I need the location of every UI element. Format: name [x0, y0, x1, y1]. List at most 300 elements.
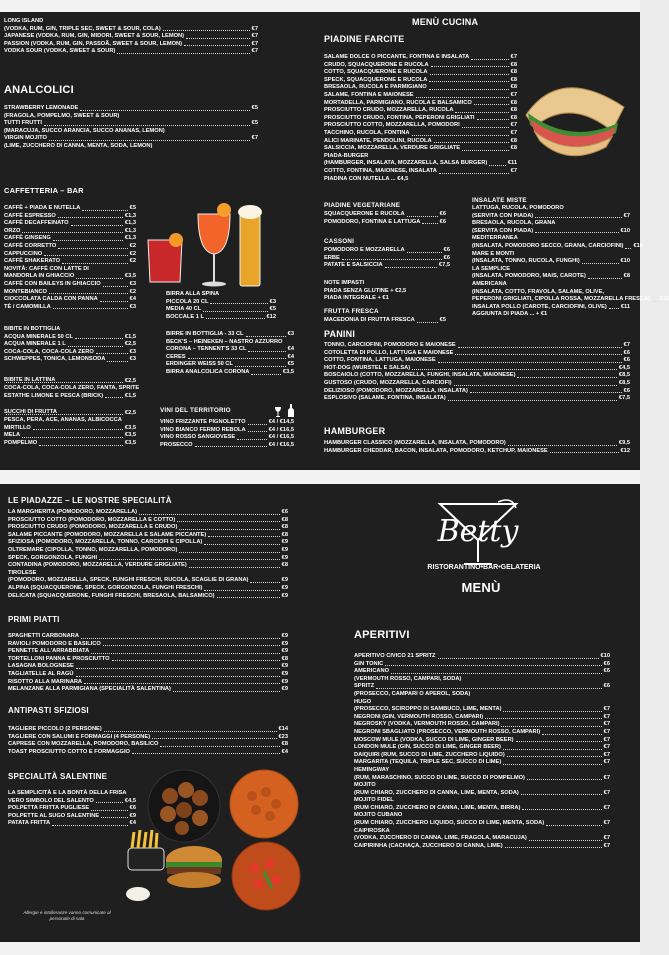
primi-title: PRIMI PIATTI	[8, 615, 60, 624]
menu-item-price: €23	[278, 733, 288, 740]
menu-item	[324, 288, 444, 296]
dotted-leader	[105, 397, 123, 398]
dotted-leader	[186, 38, 250, 39]
menu-item-name: TIROLESE	[8, 569, 37, 576]
menu-item-name: (RUM CHIARO, ZUCCHERO DI CANNA, LIME, MENTA, BIRRA)	[354, 804, 521, 811]
menu-item-price: €8	[510, 137, 517, 144]
menu-item	[4, 417, 136, 425]
menu-item	[8, 663, 288, 671]
menu-item	[324, 100, 517, 108]
dotted-leader	[33, 429, 123, 430]
menu-item-name: BRESAOLA, RUCOLA, GRANA	[472, 220, 556, 227]
menu-item	[166, 354, 294, 362]
menu-item-name: LA SEMPLICE	[472, 265, 511, 272]
menu-label: MENÙ	[461, 580, 501, 595]
menu-panel-top	[0, 12, 669, 470]
menu-item	[4, 41, 258, 49]
menu-item-name: PROSECCO	[160, 441, 193, 448]
insalate-title: INSALATE MISTE	[472, 197, 527, 204]
menu-item-price: €1,5	[124, 392, 136, 399]
menu-item-name: PATATE E SALSICCIA	[324, 262, 383, 269]
menu-item-name: JAPANESE (VODKA, RUM, GIN, MIDORI, SWEET & SOUR, LEMON)	[4, 33, 185, 40]
menu-item-price: €9	[281, 546, 288, 553]
dotted-leader	[173, 691, 280, 692]
dotted-leader	[438, 658, 599, 659]
dotted-leader	[407, 216, 438, 217]
dotted-leader	[99, 559, 280, 560]
menu-item-name: (RUM, MARASCHINO, SUCCO DI LIME, SUCCO DI POMPELMO)	[354, 774, 525, 781]
dotted-leader	[132, 753, 280, 754]
menu-item	[8, 734, 288, 742]
menu-item-price: €6	[603, 668, 610, 675]
menu-item-price: €1,3	[124, 212, 136, 219]
menu-item-name: (MARACUJA, SUCCO ARANCIA, SUCCO ANANAS, LEMON)	[4, 127, 165, 134]
vini-list	[160, 419, 294, 449]
dotted-leader	[49, 140, 250, 141]
menu-item	[324, 350, 630, 358]
menu-item-price: €7	[251, 25, 258, 32]
menu-item-name: MOSCOW MULE (VODKA, SUCCO DI LIME, GINGER BEER)	[354, 736, 514, 743]
menu-item	[354, 721, 610, 729]
menu-item-name: DELIZIOSO (POMODORO, MOZZARELLA, INSALATA)	[324, 387, 468, 394]
menu-item	[160, 442, 294, 450]
menu-item-price: €9	[129, 812, 136, 819]
dotted-leader	[96, 353, 128, 354]
menu-item-name: SPAGHETTI CARBONARA	[8, 633, 79, 639]
menu-item	[324, 92, 517, 100]
menu-item-name: POLPETTA FRITTA PUGLIESE	[8, 805, 90, 812]
menu-item	[160, 419, 294, 427]
menu-item-name: TORTELLONI PANNA E PROSCIUTTO	[8, 655, 110, 662]
menu-item-name: PASSION (VODKA, RUM, GIN, PASSOÃ, SWEET & SOUR, LEMON)	[4, 40, 183, 47]
menu-item	[4, 128, 258, 136]
dotted-leader	[342, 259, 442, 260]
dotted-leader	[471, 59, 508, 60]
menu-item-name: AMERICANA	[472, 280, 507, 287]
menu-item-name: MARGARITA (TEQUILA, TRIPLE SEC, SUCCO DI LIME)	[354, 759, 502, 766]
menu-item-price: €6	[439, 218, 446, 225]
menu-item	[4, 393, 136, 401]
menu-item-price: €7	[251, 33, 258, 40]
menu-item-price: €6	[281, 509, 288, 515]
dotted-leader	[489, 165, 506, 166]
salentine-list	[8, 790, 136, 828]
menu-item-price: €8	[281, 524, 288, 531]
menu-item	[354, 737, 610, 745]
menu-item	[324, 395, 630, 403]
dotted-leader	[68, 346, 123, 347]
menu-item	[324, 317, 446, 325]
menu-item	[324, 84, 517, 92]
menu-item-name: CERES	[166, 353, 186, 360]
menu-item-price: €6	[439, 211, 446, 217]
menu-item	[4, 356, 136, 364]
dotted-leader	[582, 263, 619, 264]
menu-item-name: MEDIA 40 CL	[166, 306, 202, 313]
menu-item-price: €7	[510, 122, 517, 129]
dotted-leader	[112, 660, 280, 661]
menu-item-name: LATTUGA, RUCOLA, POMODORO	[472, 205, 564, 211]
menu-item-name: PIADA SENZA GLUTINE + €2,5	[324, 287, 407, 294]
menu-item-name: NEGROSKY (VODKA, VERMOUTH ROSSO, CAMPARI)	[354, 721, 500, 728]
menu-item-name: AGGIUNTA DI PIADA ... + €1	[472, 311, 548, 318]
dotted-leader	[508, 445, 617, 446]
menu-item	[4, 113, 258, 121]
menu-item	[4, 143, 258, 151]
menu-item	[4, 289, 136, 297]
negroni-glass-icon	[148, 233, 183, 282]
menu-item-price: €7	[603, 751, 610, 758]
menu-item	[166, 314, 276, 322]
menu-item-name: COCA-COLA, COCA-COLA ZERO	[4, 348, 94, 355]
menu-panel-bottom	[0, 484, 640, 942]
menu-item	[8, 547, 288, 555]
menu-item-price: €1,3	[124, 220, 136, 227]
menu-item-price: €7	[603, 774, 610, 781]
dotted-leader	[546, 825, 602, 826]
menu-item-name: TAGLIERE CON SALUMI E FORMAGGI (4 PERSONE)	[8, 733, 151, 740]
menu-item-price: €8	[623, 273, 630, 280]
bibite-bottiglia-list	[4, 334, 136, 364]
cassoni-title: CASSONI	[324, 238, 355, 245]
menu-item	[4, 425, 136, 433]
menu-item-price: €3,5	[124, 432, 136, 439]
menu-item	[472, 235, 630, 243]
menu-item-price: €2,5	[124, 377, 136, 384]
menu-item	[324, 138, 517, 146]
dotted-leader	[251, 374, 281, 375]
menu-item-price: €7	[623, 342, 630, 348]
birra-spina-list	[166, 299, 276, 322]
menu-item-price: €5	[287, 361, 294, 368]
menu-item-price: €7	[603, 789, 610, 796]
dotted-leader	[52, 825, 128, 826]
menu-item-price: €7	[510, 129, 517, 136]
menu-item-name: (SERVITA CON PIADA)	[472, 227, 534, 234]
menu-item	[324, 69, 517, 77]
dotted-leader	[39, 445, 123, 446]
dotted-leader	[76, 668, 280, 669]
menu-item-price: €5	[129, 205, 136, 211]
frutta-list	[324, 317, 446, 325]
menu-item-name: TUTTI FRUTTI	[4, 120, 42, 127]
menu-item	[472, 228, 630, 236]
menu-item-name: NOTE IMPASTI	[324, 280, 365, 286]
brand-name: Betty	[437, 514, 519, 549]
dotted-leader	[391, 673, 602, 674]
menu-item-name: MANDORLA IN GHIACCIO	[4, 273, 75, 280]
menu-item-name: PENNETTE ALL'ARRABBIATA	[8, 648, 90, 655]
menu-item	[324, 342, 630, 350]
piadazze-title: LE PIADAZZE – LE NOSTRE SPECIALITÀ	[8, 496, 172, 505]
menu-item-name: APERITIVO CIVICO 21 SPRITZ	[354, 653, 436, 659]
dotted-leader	[235, 366, 286, 367]
dotted-leader	[204, 590, 279, 591]
dotted-leader	[248, 424, 267, 425]
dotted-leader	[385, 267, 437, 268]
bibite-bottiglia-title: BIBITE IN BOTTIGLIA	[4, 326, 61, 332]
dotted-leader	[217, 597, 280, 598]
menu-item-name: STRAWBERRY LEMONADE	[4, 105, 79, 111]
menu-item-name: SPECK, GORGONZOLA, FUNGHI	[8, 554, 98, 561]
menu-item	[354, 676, 610, 684]
piadine-farcite-list	[324, 54, 517, 183]
menu-item-price: €6	[129, 805, 136, 812]
dotted-leader	[434, 142, 509, 143]
menu-item	[8, 577, 288, 585]
menu-item	[354, 843, 610, 851]
dotted-leader	[376, 688, 601, 689]
menu-item-name: CAFFÈ GINSENG	[4, 235, 51, 242]
piadine-veg-title: PIADINE VEGETARIANE	[324, 202, 401, 209]
dotted-leader	[22, 232, 122, 233]
menu-item-price: €7	[510, 91, 517, 98]
dotted-leader	[152, 738, 276, 739]
menu-item	[4, 296, 136, 304]
menu-item	[160, 427, 294, 435]
menu-item-name: MARE E MONTI	[472, 250, 515, 257]
menu-item-name: LONDON MULE (GIN, SUCCO DI LIME, GINGER BEER)	[354, 744, 501, 751]
menu-item-price: €6	[623, 357, 630, 364]
menu-item	[324, 176, 517, 184]
menu-item	[324, 77, 517, 85]
dotted-leader	[505, 847, 602, 848]
menu-item-name: SALAME, FONTINA E MAIONESE	[324, 91, 414, 98]
menu-item	[324, 145, 517, 153]
menu-item	[354, 744, 610, 752]
menu-item-name: PROSCIUTTO CRUDO (POMODORO, MOZZARELLA E CRUDO)	[8, 524, 178, 531]
menu-item-price: €8	[510, 145, 517, 152]
menu-item	[472, 266, 630, 274]
menu-item-name: HOT-DOG (WURSTEL E SALSA)	[324, 364, 411, 371]
dotted-leader	[107, 361, 127, 362]
menu-item	[4, 341, 136, 349]
menu-item-name: CAFFÈ SHAKERATO	[4, 258, 61, 265]
menu-item-name: MONTEBIANCO	[4, 288, 47, 295]
dotted-leader	[448, 400, 617, 401]
meatballs-sauce-plate-icon	[230, 770, 298, 838]
menu-item-price: €2	[129, 242, 136, 249]
cocktail-list	[4, 18, 258, 56]
menu-item	[324, 448, 630, 456]
dotted-leader	[516, 741, 602, 742]
analcolici-list	[4, 105, 258, 151]
menu-item	[4, 235, 136, 243]
menu-item-price: €1,3	[124, 227, 136, 234]
menu-item	[4, 135, 258, 143]
dotted-leader	[430, 74, 509, 75]
menu-item-price: €3	[287, 331, 294, 337]
dotted-leader	[160, 746, 279, 747]
menu-item	[472, 213, 630, 221]
menu-item-price: €7	[603, 804, 610, 811]
menu-item-price: €4 / €14,5	[268, 419, 294, 425]
dotted-leader	[412, 369, 617, 370]
menu-item-price: €2	[129, 258, 136, 265]
menu-item-name: POLPETTE AL SUGO SALENTINE	[8, 812, 100, 819]
menu-item-price: €4,5	[618, 364, 630, 371]
menu-item-name: MOJITO	[354, 782, 376, 789]
menu-item	[8, 813, 136, 821]
dotted-leader	[104, 731, 277, 732]
menu-item-name: NOVITÀ: CAFFÈ CON LATTE DI	[4, 265, 89, 272]
menu-item-price: €9	[281, 670, 288, 677]
dotted-leader	[609, 308, 619, 309]
dotted-leader	[100, 301, 128, 302]
menu-item-price: €9	[281, 592, 288, 599]
menu-item	[324, 440, 630, 448]
menu-item-name: POMODORO, FONTINA E LATTUGA	[324, 218, 421, 225]
menu-item-price: €12	[266, 313, 276, 320]
spritz-glass-icon	[198, 203, 231, 287]
menu-item	[4, 334, 136, 342]
dotted-leader	[6, 382, 123, 383]
menu-item-name: (PROSECCO, SCIROPPO DI SAMBUCO, LIME, MENTA)	[354, 706, 502, 713]
note-impasti-list	[324, 280, 444, 303]
menu-item	[324, 160, 517, 168]
menu-item-name: SALSICCIA, MOZZARELLA, VERDURE GRIGLIATE	[324, 145, 461, 152]
menu-item	[324, 62, 517, 70]
dotted-leader	[535, 232, 618, 233]
menu-item	[4, 48, 258, 56]
menu-item-price: €3	[129, 348, 136, 355]
dotted-leader	[588, 278, 622, 279]
menu-item	[472, 281, 630, 289]
menu-item-price: €7,5	[618, 395, 630, 402]
menu-item	[8, 671, 288, 679]
menu-item	[166, 339, 294, 347]
menu-item	[8, 648, 288, 656]
menu-item-name: MEDITERRANEA	[472, 235, 518, 242]
panini-list	[324, 342, 630, 403]
menu-item-price: €5	[251, 120, 258, 127]
menu-item-price: €8	[510, 69, 517, 76]
birre-bottiglia-list	[166, 331, 294, 377]
menu-item	[324, 54, 517, 62]
menu-item	[354, 729, 610, 737]
dotted-leader	[417, 322, 438, 323]
menu-item	[4, 273, 136, 281]
menu-item-name: SPRITZ	[354, 683, 375, 690]
menu-item-name: RAVIOLI POMODORO E BASILICO	[8, 640, 101, 647]
dotted-leader	[517, 377, 616, 378]
birra-spina-section	[166, 291, 276, 321]
menu-item-name: SCHWEPPES, TONICA, LEMONSODA	[4, 356, 106, 363]
menu-item	[8, 562, 288, 570]
salentine-food-illustration	[124, 768, 304, 918]
menu-item-name: (HAMBURGER, INSALATA, MOZZARELLA, SALSA BURGER)	[324, 160, 488, 167]
dotted-leader	[237, 439, 266, 440]
menu-item	[166, 369, 294, 377]
menu-item-name: DAIQUIRI (RUM, SUCCO DI LIME, ZUCCHERO LIQUIDO)	[354, 751, 505, 758]
menu-item-price: €9,5	[618, 440, 630, 446]
menu-item	[8, 539, 288, 547]
dotted-leader	[179, 552, 279, 553]
menu-item	[4, 440, 136, 448]
menu-item-name: VINO BIANCO FERMO REBOLA	[160, 426, 246, 433]
menu-item-price: €8	[510, 99, 517, 106]
menu-item-name: ESTATHE LIMONE E PESCA (BRICK)	[4, 392, 104, 399]
menu-item-price: €3	[129, 303, 136, 310]
menu-item-name: LA MARGHERITA (POMODORO, MOZZARELLA)	[8, 509, 138, 515]
dotted-leader	[195, 446, 267, 447]
dotted-leader	[455, 354, 621, 355]
menu-item	[4, 266, 136, 274]
menu-item-price: €5	[269, 306, 276, 313]
dotted-leader	[429, 81, 508, 82]
menu-item-name: CAFFÈ DECAFFEINATO	[4, 220, 69, 227]
menu-item-price: €3,5	[282, 368, 294, 375]
brand-subtitle: RISTORANTINO•BAR•GELATERIA	[427, 564, 541, 571]
menu-item-name: ALPINA (SQUACQUERONE, SPECK, GORGONZOLA, FUNGHI FRESCHI)	[8, 584, 203, 591]
menu-item	[166, 361, 294, 369]
menu-item-price: €8	[281, 516, 288, 523]
menu-item-name: DELICATA (SQUACQUERONE, FUNGHI FRESCHI, BRESAOLA, BALSAMICO)	[8, 592, 215, 599]
menu-item-price: €9	[281, 678, 288, 685]
menu-item	[166, 346, 294, 354]
piadazze-list	[8, 509, 288, 600]
menu-item-price: €9	[281, 633, 288, 639]
menu-item-price: €6	[603, 660, 610, 667]
menu-item-name: TONNO, CARCIOFINI, POMODORO E MAIONESE	[324, 342, 456, 348]
dotted-leader	[462, 127, 509, 128]
menu-item-price: €7	[603, 842, 610, 849]
hamburger-title: HAMBURGER	[324, 426, 386, 436]
dotted-leader	[503, 711, 601, 712]
menu-item-price: €8,5	[618, 372, 630, 379]
menu-item	[324, 122, 517, 130]
menu-item	[472, 273, 630, 281]
menu-item	[324, 365, 630, 373]
menu-item-price: €4	[281, 748, 288, 755]
menu-item-price: €7	[623, 212, 630, 219]
menu-item	[354, 820, 610, 828]
menu-item	[4, 304, 136, 312]
menu-item	[8, 532, 288, 540]
menu-item	[8, 633, 288, 641]
salentine-title: SPECIALITÀ SALENTINE	[8, 772, 108, 781]
menu-item-price: €3	[129, 280, 136, 287]
antipasti-list	[8, 726, 288, 756]
dotted-leader	[117, 53, 249, 54]
menu-item-price: €10	[620, 227, 630, 234]
menu-item-price: €4	[287, 346, 294, 353]
menu-item-name: CAPRESE CON MOZZARELLA, POMODORO, BASILICO	[8, 741, 159, 748]
menu-item-price: €7	[510, 54, 517, 60]
dotted-leader	[22, 437, 123, 438]
menu-item-price: €8	[510, 84, 517, 91]
menu-item	[472, 258, 630, 266]
menu-item-name: COCA-COLA, COCA-COLA ZERO, FANTA, SPRITE	[4, 385, 140, 392]
menu-item-name: TACCHINO, RUCOLA, FONTINA	[324, 129, 410, 136]
menu-item-name: COTTO, FONTINA, LATTUGA, MAIONESE	[324, 357, 436, 364]
menu-item	[354, 668, 610, 676]
menu-item	[472, 296, 669, 304]
dotted-leader	[58, 217, 123, 218]
dotted-leader	[44, 125, 250, 126]
menu-item-name: MOJITO FIDEL	[354, 797, 394, 804]
menu-item-name: CAFFÈ CON BAILEYS IN GHIACCIO	[4, 280, 101, 287]
menu-item-price: €8	[510, 76, 517, 83]
menu-item-name: CRUDO, SQUACQUERONE E RUCOLA	[324, 61, 429, 68]
menu-item-price: €1,5	[124, 333, 136, 340]
menu-item-price: €9	[281, 640, 288, 647]
menu-item-price: €6	[443, 254, 450, 261]
menu-item	[8, 686, 288, 694]
menu-item-price: €6	[603, 683, 610, 690]
bibite-lattina-title: BIBITE IN LATTINA	[4, 377, 56, 383]
menu-item	[8, 749, 288, 757]
